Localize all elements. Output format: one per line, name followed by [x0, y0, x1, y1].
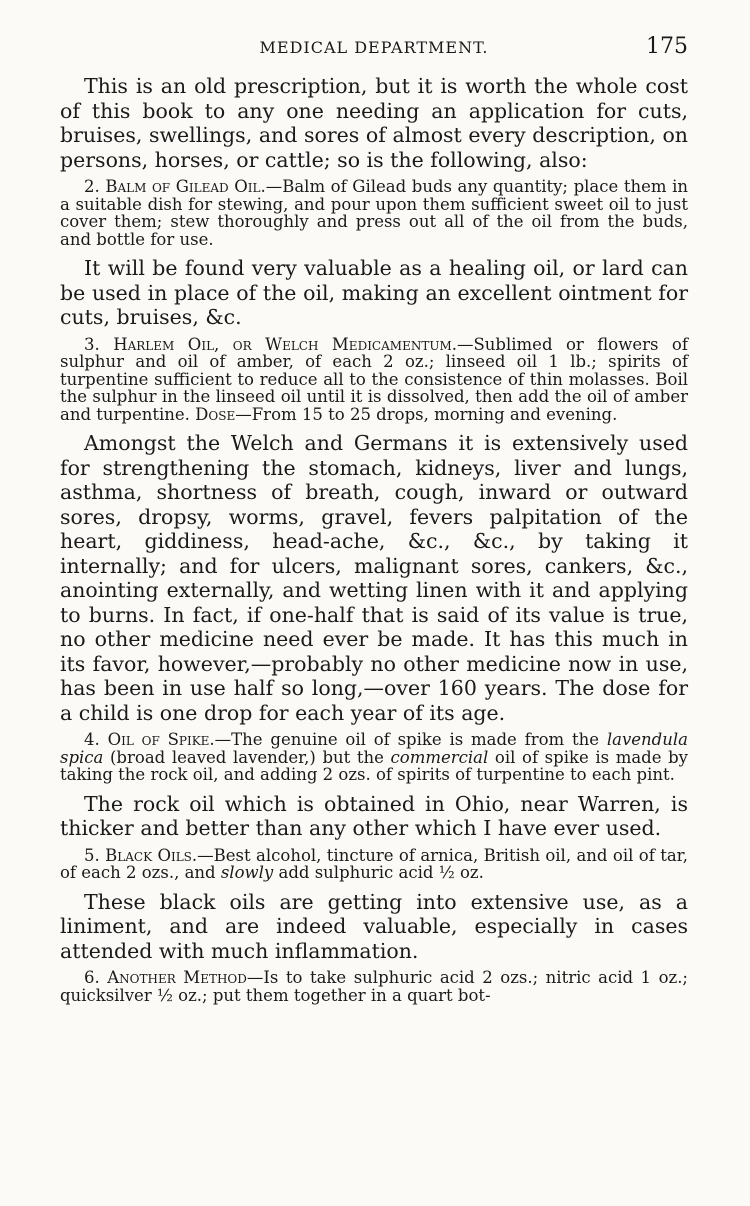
text-run: These black oils are getting into extensive use, as a liniment, and are indeed valuable, especially in cases attended with much inflammation. — [60, 889, 688, 963]
recipe-paragraph — [60, 336, 688, 424]
italic-text: commercial — [390, 747, 489, 767]
recipe-heading: Harlem Oil, or Welch Medicamentum. — [113, 334, 457, 354]
italic-text: slowly — [220, 863, 274, 882]
text-run: The rock oil which is obtained in Ohio, near Warren, is thicker and better than any other which I have ever used. — [60, 791, 688, 840]
recipe-paragraph — [60, 731, 688, 784]
book-page — [60, 30, 688, 1004]
body-paragraph — [60, 74, 688, 172]
body-paragraph — [60, 256, 688, 330]
text-run: 4. — [84, 730, 108, 749]
page-header — [60, 30, 688, 74]
text-run: 3. — [84, 334, 114, 354]
recipe-heading: Another Method — [107, 968, 247, 987]
text-run: This is an old prescription, but it is worth the whole cost of this book to any one needing an application for cuts, bruises, swellings, and sores of almost every description, on persons, horses, or cattle; so is the following, also: — [60, 74, 688, 172]
running-head: MEDICAL DEPARTMENT. — [259, 38, 489, 57]
text-run: Amongst the Welch and Germans it is extensively used for strengthening the stomach, kidneys, liver and lungs, asthma, shortness of breath, cough, inward or outward sores, dropsy, worms, gravel, fevers palpitation of the heart, giddiness, head-ache, &c., &c., by taking it internally; and for ulcers, malignant sores, cankers, &c., anointing externally, and wetting linen with it and applying to burns. In fact, if one-half that is said of its value is true, no other medicine need ever be made. It has this much in its favor, however,—probably no other medicine now in use, has been in use half so long,—over 160 years. The dose for a child is one drop for each year of its age. — [60, 431, 688, 725]
text-run: 2. — [84, 177, 106, 196]
body-paragraph — [60, 792, 688, 841]
recipe-heading: Oil of Spike. — [107, 730, 215, 749]
recipe-heading: Balm of Gilead Oil. — [105, 177, 266, 196]
recipe-paragraph — [60, 969, 688, 1004]
recipe-heading: Black Oils. — [105, 845, 198, 865]
text-run: oil of spike is made by taking the rock oil, and adding 2 ozs. of spirits of turpentine to each pint. — [60, 747, 688, 784]
body-text — [60, 74, 688, 1004]
text-run: —From 15 to 25 drops, morning and evening. — [235, 404, 618, 424]
recipe-paragraph — [60, 178, 688, 248]
text-run: —Sublimed or flowers of sulphur and oil of amber, of each 2 oz.; linseed oil 1 lb.; spirits of turpentine sufficient to reduce all to the consistence of thin molasses. Boil the sulphur in the linseed oil until it is dissolved, then add the oil of amber and turpentine. — [60, 334, 688, 424]
text-run: —Balm of Gilead buds any quantity; place them in a suitable dish for stewing, and pour upon them sufficient sweet oil to just cover them; stew thoroughly and press out all of the oil from the buds, and bottle for use. — [60, 177, 688, 249]
body-paragraph — [60, 890, 688, 964]
recipe-paragraph — [60, 847, 688, 882]
italic-text: lavendula spica — [60, 730, 688, 767]
text-run: 6. — [84, 968, 108, 987]
text-run: 5. — [84, 845, 106, 865]
page-number: 175 — [646, 34, 688, 59]
text-run: (broad leaved lavender,) but the — [103, 747, 391, 767]
text-run: —The genuine oil of spike is made from the — [214, 730, 607, 749]
text-run: It will be found very valuable as a healing oil, or lard can be used in place of the oil, making an excellent ointment for cuts, bruises, &c. — [60, 256, 688, 329]
text-run: —Best alcohol, tincture of arnica, British oil, and oil of tar, of each 2 ozs., and — [60, 845, 688, 882]
recipe-heading: Dose — [195, 404, 236, 424]
text-run: —Is to take sulphuric acid 2 ozs.; nitric acid 1 oz.; quicksilver ½ oz.; put them together in a quart bot- — [60, 968, 688, 1005]
body-paragraph — [60, 431, 688, 725]
text-run: add sulphuric acid ½ oz. — [273, 863, 484, 882]
